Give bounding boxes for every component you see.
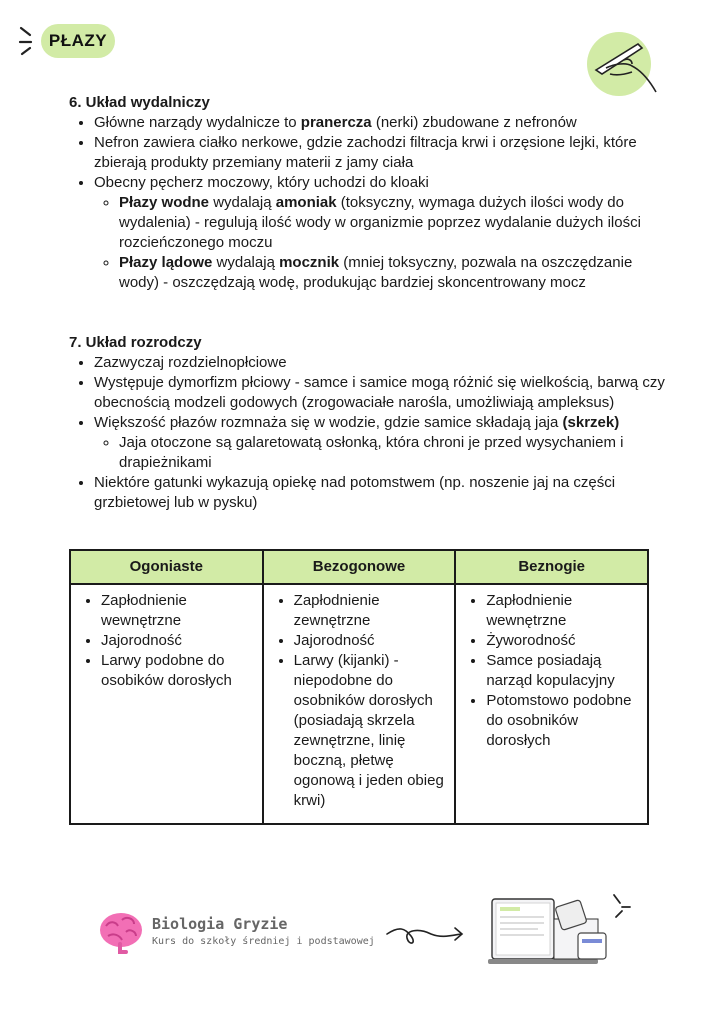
section-title: 6. Układ wydalniczy: [69, 94, 210, 111]
column-header: Bezogonowe: [263, 550, 456, 584]
list-item: • Larwy podobne do osobików dorosłych: [101, 651, 256, 691]
curly-arrow-icon: [385, 918, 465, 952]
list-item: • Żyworodność: [486, 631, 641, 651]
list-item: • Obecny pęcherz moczowy, który uchodzi do kloaki ◦ Płazy wodne wydalają amoniak (toksyczny, wymaga dużych ilości wody do wydalenia) - regulują ilość wody w organizmie poprzez wydalanie dużych ilości rozcieńczonego moczu ◦ Płazy lądowe wydalają mocznik (mniej toksyczny, pozwala na oszczędzanie wody) - oszczędzają wodę, produkując bardziej skoncentrowany mocz: [94, 173, 669, 293]
list-item: • Zapłodnienie zewnętrzne: [294, 591, 449, 631]
section-title: 7. Układ rozrodczy: [69, 334, 202, 351]
table-cell: [263, 584, 456, 824]
table-cell: [70, 584, 263, 824]
comparison-table: [69, 549, 649, 825]
sub-list-item: ◦ Płazy lądowe wydalają mocznik (mniej toksyczny, pozwala na oszczędzanie wody) - oszczędzają wodę, produkując bardziej skoncentrowany mocz: [119, 253, 669, 293]
spark-lines-icon: [18, 24, 40, 58]
sub-list-item: ◦ Jaja otoczone są galaretowatą osłonką, która chroni je przed wysychaniem i drapieżnikami: [119, 433, 669, 473]
list-item: • Występuje dymorfizm płciowy - samce i samice mogą różnić się wielkością, barwą czy obecnością modzeli godowych (zrogowaciałe narośla, umożliwiają ampleksus): [94, 373, 669, 413]
notes-content: [69, 93, 669, 513]
writing-hand-icon: [586, 30, 666, 100]
list-item: • Potomstowo podobne do osobników dorosłych: [486, 691, 641, 751]
list-item: • Większość płazów rozmnaża się w wodzie, gdzie samice składają jaja (skrzek) ◦ Jaja otoczone są galaretowatą osłonką, która chroni je przed wysychaniem i drapieżnikami: [94, 413, 669, 473]
list-item: • Jajorodność: [101, 631, 256, 651]
sub-list-item: ◦ Płazy wodne wydalają amoniak (toksyczny, wymaga dużych ilości wody do wydalenia) - regulują ilość wody w organizmie poprzez wydalanie dużych ilości rozcieńczonego moczu: [119, 193, 669, 253]
list-item: • Zapłodnienie wewnętrzne: [486, 591, 641, 631]
column-header: Ogoniaste: [70, 550, 263, 584]
brand-name: Biologia Gryzie: [152, 915, 288, 933]
table-header-row: [70, 550, 648, 584]
list-item: • Zapłodnienie wewnętrzne: [101, 591, 256, 631]
list-item: • Jajorodność: [294, 631, 449, 651]
list-item: • Zazwyczaj rozdzielnopłciowe: [94, 353, 669, 373]
list-item: • Samce posiadają narząd kopulacyjny: [486, 651, 641, 691]
devices-mockup-icon: [488, 893, 638, 973]
table-cell: [455, 584, 648, 824]
list-item: • Niektóre gatunki wykazują opiekę nad potomstwem (np. noszenie jaj na części grzbietowej lub w pysku): [94, 473, 669, 513]
brain-logo-icon: [98, 910, 144, 954]
list-item: • Larwy (kijanki) - niepodobne do osobników dorosłych (posiadają skrzela zewnętrzne, linię boczną, płetwę ogonową i jeden obieg krwi): [294, 651, 449, 811]
brand-tagline: Kurs do szkoły średniej i podstawowej: [152, 936, 375, 947]
section-reproductive: [69, 333, 669, 513]
column-header: Beznogie: [455, 550, 648, 584]
table-row: [70, 584, 648, 824]
list-item: • Nefron zawiera ciałko nerkowe, gdzie zachodzi filtracja krwi i orzęsione lejki, które zbierają produkty przemiany materii z jamy ciała: [94, 133, 669, 173]
section-excretory: [69, 93, 669, 293]
topic-badge: PŁAZY: [41, 24, 115, 58]
list-item: • Główne narządy wydalnicze to pranercza (nerki) zbudowane z nefronów: [94, 113, 669, 133]
